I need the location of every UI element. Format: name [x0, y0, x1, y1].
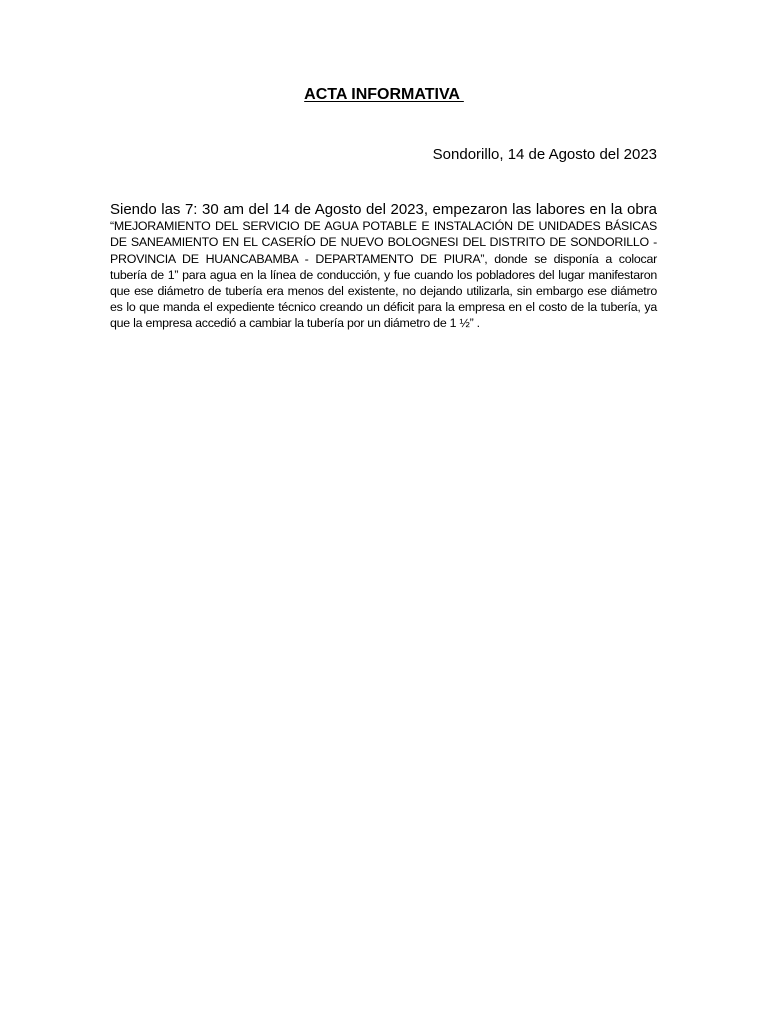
document-title: ACTA INFORMATIVA [304, 86, 464, 103]
body-paragraph [110, 202, 657, 332]
place-date: Sondorillo, 14 de Agosto del 2023 [432, 146, 657, 163]
body-rest: “MEJORAMIENTO DEL SERVICIO DE AGUA POTABLE E INSTALACIÓN DE UNIDADES BÁSICAS DE SANEAMIENTO EN EL CASERÍO DE NUEVO BOLOGNESI DEL DISTRITO DE SONDORILLO - PROVINCIA DE HUANCABAMBA - DEPARTAMENTO DE PIURA”, donde se disponía a colocar tubería de 1” para agua en la línea de conducción, y fue cuando los pobladores del lugar manifestaron que ese diámetro de tubería era menos del existente, no dejando utilizarla, sin embargo ese diámetro es lo que manda el expediente técnico creando un déficit para la empresa en el costo de la tubería, ya que la empresa accedió a cambiar la tubería por un diámetro de 1 ½” . [110, 219, 657, 331]
body-intro: Siendo las 7: 30 am del 14 de Agosto del 2023, empezaron las labores en la obra [110, 201, 657, 218]
